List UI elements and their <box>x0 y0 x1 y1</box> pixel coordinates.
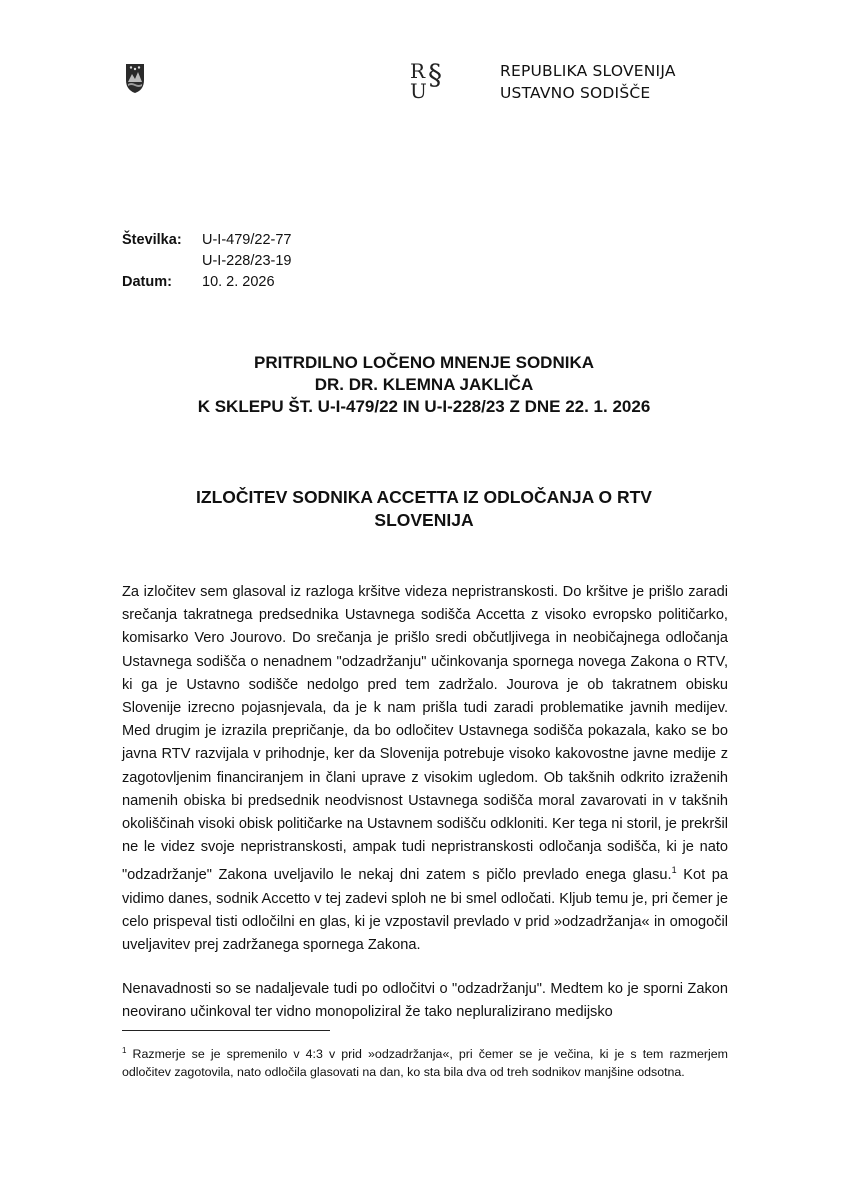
paragraph-2: Nenavadnosti so se nadaljevale tudi po odločitvi o "odzadržanju". Medtem ko je sporni Zakon neovirano učinkoval ter vidno monopoliziral že tako nepluralizirano medijsko <box>122 981 728 1021</box>
title-line-1: PRITRDILNO LOČENO MNENJE SODNIKA <box>253 353 595 372</box>
paragraph-1-text-b: Kot pa vidimo danes, sodnik Accetto v tej zadevi sploh ne bi smel odločati. Kljub temu je, pri čemer je celo prispeval tisti odločilni en glas, ki je vzpostavil prevlado v prid »odzadržanja« in omogočil uveljavitev prej zadržanega spornega Zakona. <box>122 867 728 953</box>
case-metadata <box>122 230 291 293</box>
svg-text:§: § <box>428 58 442 91</box>
case-number-2: U-I-228/23-19 <box>202 253 292 269</box>
institution-line-1: REPUBLIKA SLOVENIJA <box>500 62 676 80</box>
coat-of-arms-icon <box>124 62 146 94</box>
case-number-1: U-I-479/22-77 <box>202 232 292 248</box>
footnote-text: Razmerje se je spremenilo v 4:3 v prid »odzadržanja«, pri čemer se je večina, ki je s tem razmerjem odločitev zagotovila, nato odločila glasovati na dan, ko sta bila dva od treh sodnikov manjšine odsotna. <box>122 1047 728 1079</box>
svg-text:R: R <box>410 59 426 83</box>
section-heading <box>0 486 848 532</box>
document-body <box>122 581 728 1046</box>
institution-name <box>500 60 676 104</box>
paragraph-1 <box>122 581 728 957</box>
court-logo-icon <box>408 58 454 102</box>
heading-line-1: IZLOČITEV SODNIKA ACCETTA IZ ODLOČANJA O RTV <box>196 487 652 507</box>
title-line-3: K SKLEPU ŠT. U-I-479/22 IN U-I-228/23 Z DNE 22. 1. 2026 <box>197 397 651 416</box>
footnote-divider <box>122 1030 330 1031</box>
heading-line-2: SLOVENIJA <box>374 510 474 530</box>
document-title <box>0 352 848 418</box>
number-label: Številka: <box>122 232 182 248</box>
date-label: Datum: <box>122 274 172 290</box>
institution-line-2: USTAVNO SODIŠČE <box>500 84 651 102</box>
footnote-mark: 1 <box>122 1046 127 1055</box>
paragraph-1-text-a: Za izločitev sem glasoval iz razloga kršitve videza nepristranskosti. Do kršitve je prišlo zaradi srečanja takratnega predsednika Ustavnega sodišča Accetta z visoko evropsko političarko, komisarko Vero Jourovo. Do srečanja je prišlo sredi občutljivega in neobičajnega odločanja Ustavnega sodišča o nenadnem "odzadržanju" učinkovanja spornega novega Zakona o RTV, ki ga je Ustavno sodišče nedolgo pred tem zadržalo. Jourova je ob takratnem obisku Slovenije izrecno pojasnjevala, da je k nam prišla tudi zaradi problematike javnih medijev. Med drugim je izrazila prepričanje, da bo odločitev Ustavnega sodišča pokazala, kako se bo javna RTV razvijala v prihodnje, ker da Slovenija potrebuje visoko kakovostne javne medije z zagotovljenim financiranjem in člani uprave z visokim ugledom. Ob takšnih odkrito izraženih namenih obiska bi predsednik neodvisnost Ustavnega sodišča moral zavarovati in v takšnih okoliščinah visoki obisk političarke na Ustavnem sodišču odkloniti. Ker tega ni storil, je prekršil ne le videz svoje nepristranskosti, ampak tudi nepristranskosti odločanja sodišča, ki je nato "odzadržanje" Zakona uveljavilo le nekaj dni zatem s pičlo prevlado enega glasu. <box>122 584 728 884</box>
svg-text:U: U <box>410 79 427 102</box>
footnote <box>122 1042 728 1081</box>
footnote-reference[interactable]: 1 <box>671 865 677 876</box>
date-value: 10. 2. 2026 <box>202 274 275 290</box>
title-line-2: DR. DR. KLEMNA JAKLIČA <box>314 375 534 394</box>
